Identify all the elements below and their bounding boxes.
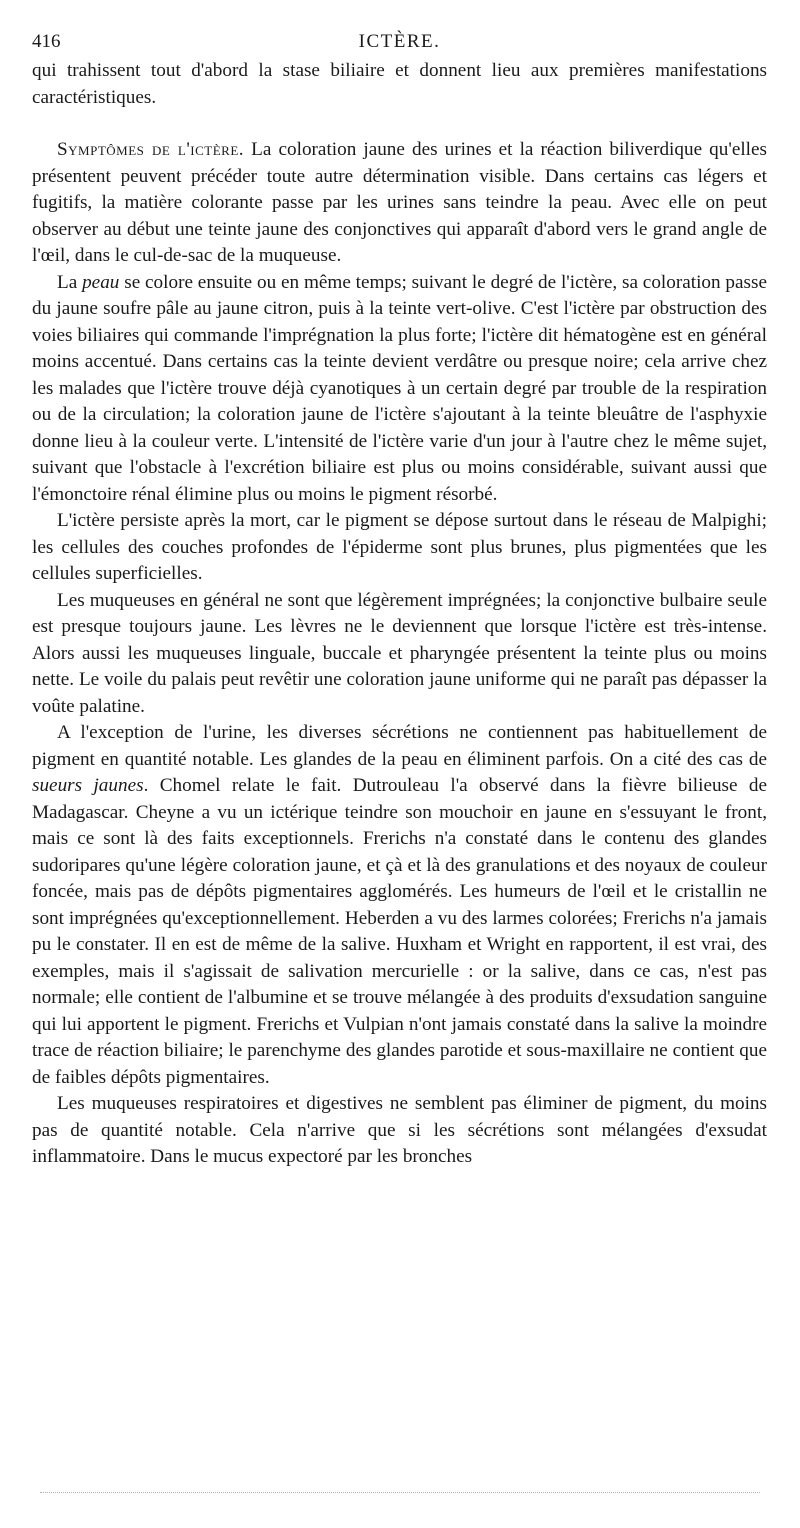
emphasis-text: sueurs jaunes <box>32 775 144 796</box>
text-run: Les muqueuses respiratoires et digestives ne semblent pas éliminer de pigment, du moins pas de quantité notable. Cela n'arrive que si les sécrétions sont mélangées d'exsudat inflammatoire. Dans le mucus expectoré par les bronches <box>32 1093 767 1167</box>
running-title: ICTÈRE. <box>358 31 441 52</box>
text-run: se colore ensuite ou en même temps; suivant le degré de l'ictère, sa coloration passe du jaune soufre pâle au jaune citron, puis à la teinte vert-olive. C'est l'ictère par obstruction des voies biliaires qui commande l'imprégnation la plus forte; l'ictère dit hématogène est en général moins accentué. Dans certains cas la teinte devient verdâtre ou presque noire; cela arrive chez les malades que l'ictère trouve déjà cyanotiques à un certain degré par trouble de la respiration ou de la circulation; la coloration jaune de l'ictère s'ajoutant à la teinte bleuâtre de l'asphyxie donne lieu à la couleur verte. L'intensité de l'ictère varie d'un jour à l'autre chez le même sujet, suivant que l'obstacle à l'excrétion biliaire est plus ou moins considérable, suivant aussi que l'émonctoire rénal élimine plus ou moins le pigment résorbé. <box>32 271 767 505</box>
paragraph-continuation <box>32 58 767 111</box>
book-page <box>32 30 767 1171</box>
paragraph-peau <box>32 270 767 509</box>
text-run: La <box>57 271 83 293</box>
text-run: A l'exception de l'urine, les diverses sécrétions ne contiennent pas habituellement de pigment en quantité notable. Les glandes de la peau en éliminent parfois. On a cité des cas de <box>32 722 767 770</box>
running-head <box>32 30 767 54</box>
page-number: 416 <box>32 31 61 52</box>
paragraph-post-mortem <box>32 508 767 588</box>
page-edge-specks <box>40 1492 760 1495</box>
emphasis-text: peau <box>82 271 120 293</box>
text-run: qui trahissent tout d'abord la stase biliaire et donnent lieu aux premières manifestations caractéristiques. <box>32 60 767 108</box>
text-run: La coloration jaune des urines et la réaction biliverdique qu'elles présentent peuvent précéder toute autre détermination visible. Dans certains cas légers et fugitifs, la matière colorante passe par les urines sans teindre la peau. Avec elle on peut observer au début une teinte jaune des conjonctives qui apparaît d'abord vers le grand angle de l'œil, dans le cul-de-sac de la muqueuse. <box>32 139 767 266</box>
section-heading: Symptômes de l'ictère. <box>57 139 245 160</box>
paragraph-muqueuses <box>32 588 767 721</box>
text-run: . Chomel relate le fait. Dutrouleau l'a observé dans la fièvre bilieuse de Madagascar. Cheyne a vu un ictérique teindre son mouchoir en jaune en s'essuyant le front, mais ce sont là des faits exceptionnels. Frerichs n'a constaté dans le contenu des glandes sudoripares qu'une légère coloration jaune, et çà et là des granulations et des noyaux de couleur foncée, mais pas de dépôts pigmentaires agglomérés. Les humeurs de l'œil et le cristallin ne sont imprégnées qu'exceptionnellement. Heberden a vu des larmes colorées; Frerichs n'a jamais pu le constater. Il en est de même de la salive. Huxham et Wright en rapportent, il est vrai, des exemples, mais il s'agissait de salivation mercurielle : or la salive, dans ce cas, n'est pas normale; elle contient de l'albumine et se trouve mélangée à des produits d'exsudation sanguine qui lui apportent le pigment. Frerichs et Vulpian n'ont jamais constaté dans la salive la moindre trace de réaction biliaire; le parenchyme des glandes parotide et sous-maxillaire ne contient que de faibles dépôts pigmentaires. <box>32 775 768 1088</box>
text-run: L'ictère persiste après la mort, car le pigment se dépose surtout dans le réseau de Malpighi; les cellules des couches profondes de l'épiderme sont plus brunes, plus pigmentées que les cellules superficielles. <box>32 510 767 584</box>
text-run: Les muqueuses en général ne sont que légèrement imprégnées; la conjonctive bulbaire seule est presque toujours jaune. Les lèvres ne le deviennent que lorsque l'ictère est très-intense. Alors aussi les muqueuses linguale, buccale et pharyngée présentent la teinte plus ou moins nette. Le voile du palais peut revêtir une coloration jaune uniforme qui ne paraît pas dépasser la voûte palatine. <box>32 589 767 717</box>
paragraph-symptomes <box>32 137 767 270</box>
paragraph-secretions <box>32 720 767 1091</box>
paragraph-respiratoires <box>32 1091 767 1171</box>
